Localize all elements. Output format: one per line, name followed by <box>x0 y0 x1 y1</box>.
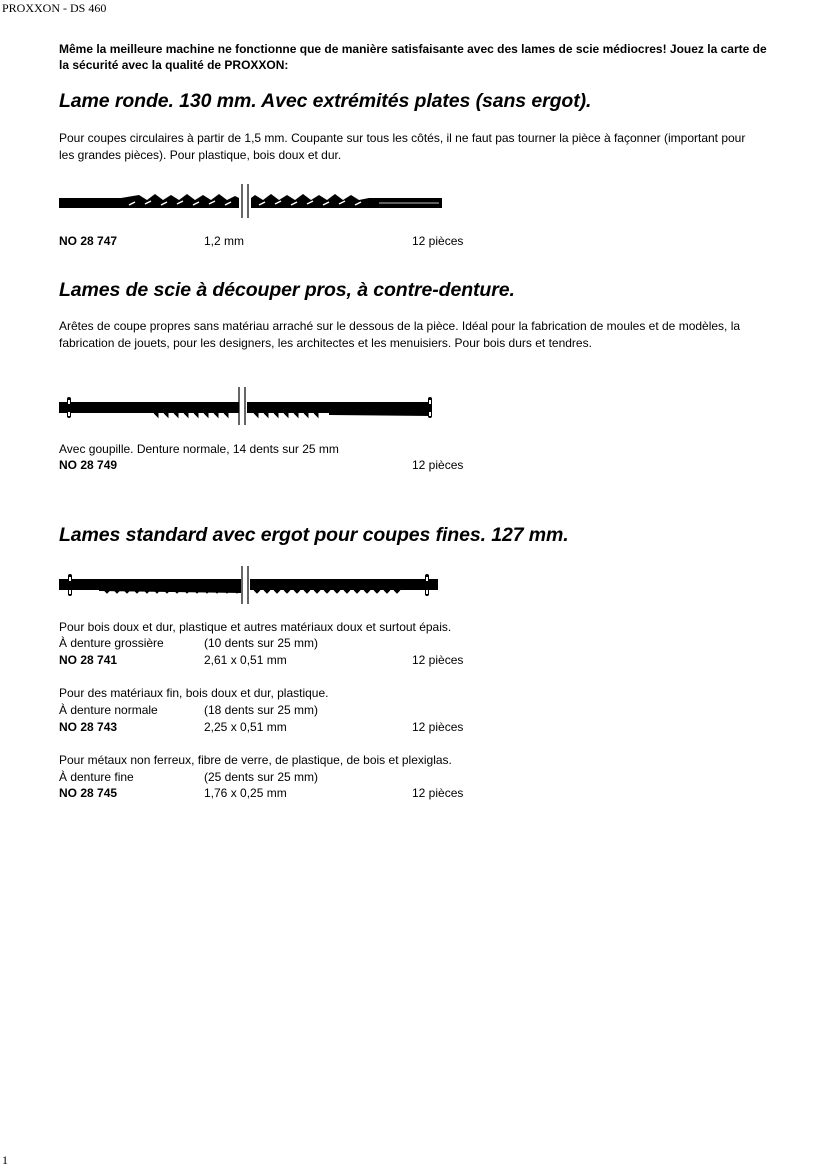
section1-title: Lame ronde. 130 mm. Avec extrémités plates (sans ergot). <box>59 90 592 112</box>
section2-title: Lames de scie à découper pros, à contre-denture. <box>59 279 515 301</box>
section2-description: Arêtes de coupe propres sans matériau arraché sur le dessous de la pièce. Idéal pour la fabrication de moules et de modèles, la fabrication de jouets, pour les designers, les architectes et les menuisiers. Pour bois durs et tendres. <box>59 319 741 350</box>
section2-product-row <box>59 457 759 474</box>
item-description: Pour bois doux et dur, plastique et autres matériaux doux et surtout épais. <box>59 620 452 634</box>
item3-description-row <box>59 752 759 769</box>
product-code: NO 28 743 <box>59 720 118 734</box>
tooth-count: (10 dents sur 25 mm) <box>204 636 319 650</box>
item2-spec-row <box>59 702 759 719</box>
page-header: PROXXON - DS 460 <box>2 1 107 15</box>
item-description: Pour métaux non ferreux, fibre de verre, de plastique, de bois et plexiglas. <box>59 753 452 767</box>
tooth-type: À denture normale <box>59 703 158 717</box>
item1-description-row <box>59 619 759 636</box>
standard-blade-image <box>59 564 444 606</box>
product-quantity: 12 pièces <box>412 720 464 734</box>
product-size: 1,76 x 0,25 mm <box>204 786 287 800</box>
tooth-type: À denture fine <box>59 770 134 784</box>
item3-spec-row <box>59 769 759 786</box>
product-code: NO 28 745 <box>59 786 118 800</box>
product-quantity: 12 pièces <box>412 234 464 248</box>
item2-product-row <box>59 719 759 736</box>
item3-product-row <box>59 785 759 802</box>
page-number: 1 <box>2 1153 8 1167</box>
product-quantity: 12 pièces <box>412 786 464 800</box>
item-description: Pour des matériaux fin, bois doux et dur, plastique. <box>59 686 329 700</box>
item1-spec-row <box>59 635 759 652</box>
product-quantity: 12 pièces <box>412 653 464 667</box>
spiral-blade-image <box>59 178 444 218</box>
tooth-type: À denture grossière <box>59 636 164 650</box>
item1-product-row <box>59 652 759 669</box>
item2-description-row <box>59 685 759 702</box>
section3-title: Lames standard avec ergot pour coupes fines. 127 mm. <box>59 524 569 546</box>
product-size: 2,25 x 0,51 mm <box>204 720 287 734</box>
product-code: NO 28 747 <box>59 234 118 248</box>
product-code: NO 28 749 <box>59 458 118 472</box>
product-code: NO 28 741 <box>59 653 118 667</box>
tooth-count: (18 dents sur 25 mm) <box>204 703 319 717</box>
tooth-count: (25 dents sur 25 mm) <box>204 770 319 784</box>
section1-product-row <box>59 233 759 250</box>
section1-description: Pour coupes circulaires à partir de 1,5 mm. Coupante sur tous les côtés, il ne faut pas tourner la pièce à façonner (important pour les grandes pièces). Pour plastique, bois doux et dur. <box>59 131 746 162</box>
blade-note: Avec goupille. Denture normale, 14 dents sur 25 mm <box>59 442 339 456</box>
product-size: 2,61 x 0,51 mm <box>204 653 287 667</box>
product-quantity: 12 pièces <box>412 458 464 472</box>
intro-text: Même la meilleure machine ne fonctionne que de manière satisfaisante avec des lames de scie médiocres! Jouez la carte de la sécurité avec la qualité de PROXXON: <box>59 42 767 72</box>
product-size: 1,2 mm <box>204 234 245 248</box>
reverse-tooth-blade-image <box>59 385 444 427</box>
section2-note <box>59 441 759 458</box>
